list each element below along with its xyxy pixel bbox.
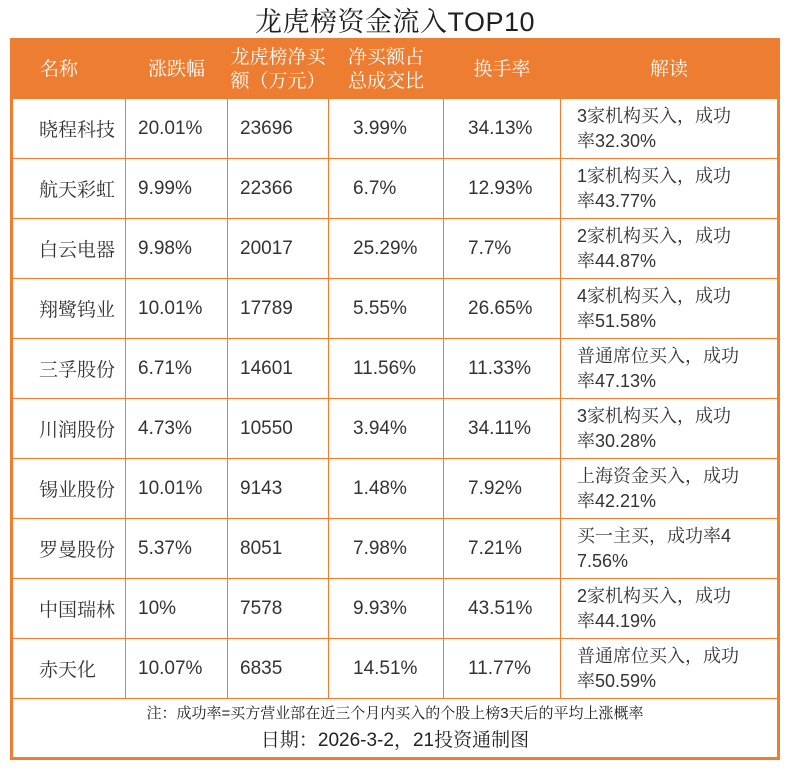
interpretation-cell: 1家机构买入，成功 率43.77% bbox=[560, 159, 777, 218]
stock-name-cell: 中国瑞林 bbox=[39, 600, 116, 621]
interpretation-cell: 2家机构买入，成功 率44.19% bbox=[560, 579, 777, 638]
net-buy-amount-cell: 7578 bbox=[227, 579, 328, 638]
table-row bbox=[13, 98, 777, 158]
column-header-ratio: 净买额占 总成交比 bbox=[328, 41, 443, 98]
change-percent-cell: 10.07% bbox=[125, 639, 227, 698]
table-row bbox=[13, 278, 777, 338]
net-buy-amount-cell: 10550 bbox=[227, 399, 328, 458]
table-row bbox=[13, 458, 777, 518]
turnover-rate-cell: 43.51% bbox=[443, 579, 560, 638]
change-percent-cell: 4.73% bbox=[125, 399, 227, 458]
change-percent-cell: 10.01% bbox=[125, 279, 227, 338]
column-header-change: 涨跌幅 bbox=[125, 41, 227, 98]
buy-ratio-cell: 5.55% bbox=[328, 279, 443, 338]
table-row bbox=[13, 398, 777, 458]
interpretation-cell: 2家机构买入，成功 率44.87% bbox=[560, 219, 777, 278]
turnover-rate-cell: 26.65% bbox=[443, 279, 560, 338]
interpretation-cell: 普通席位买入，成功 率47.13% bbox=[560, 339, 777, 398]
turnover-rate-cell: 11.77% bbox=[443, 639, 560, 698]
table-row bbox=[13, 338, 777, 398]
turnover-rate-cell: 7.21% bbox=[443, 519, 560, 578]
turnover-rate-cell: 34.11% bbox=[443, 399, 560, 458]
change-percent-cell: 20.01% bbox=[125, 99, 227, 158]
table-row bbox=[13, 638, 777, 698]
stock-name-cell: 锡业股份 bbox=[39, 480, 116, 501]
turnover-rate-cell: 11.33% bbox=[443, 339, 560, 398]
net-buy-amount-cell: 17789 bbox=[227, 279, 328, 338]
change-percent-cell: 10.01% bbox=[125, 459, 227, 518]
change-percent-cell: 6.71% bbox=[125, 339, 227, 398]
turnover-rate-cell: 12.93% bbox=[443, 159, 560, 218]
table-header-row bbox=[13, 41, 777, 98]
net-buy-amount-cell: 14601 bbox=[227, 339, 328, 398]
buy-ratio-cell: 3.99% bbox=[328, 99, 443, 158]
column-header-turnover: 换手率 bbox=[443, 41, 560, 98]
page-title: 龙虎榜资金流入TOP10 bbox=[254, 6, 536, 37]
buy-ratio-cell: 6.7% bbox=[328, 159, 443, 218]
stock-name-cell: 罗曼股份 bbox=[39, 540, 116, 561]
interpretation-cell: 上海资金买入，成功 率42.21% bbox=[560, 459, 777, 518]
change-percent-cell: 9.98% bbox=[125, 219, 227, 278]
change-percent-cell: 10% bbox=[125, 579, 227, 638]
change-percent-cell: 9.99% bbox=[125, 159, 227, 218]
interpretation-cell: 4家机构买入，成功 率51.58% bbox=[560, 279, 777, 338]
buy-ratio-cell: 7.98% bbox=[328, 519, 443, 578]
net-buy-amount-cell: 22366 bbox=[227, 159, 328, 218]
change-percent-cell: 5.37% bbox=[125, 519, 227, 578]
stock-name-cell: 赤天化 bbox=[39, 660, 97, 681]
turnover-rate-cell: 7.7% bbox=[443, 219, 560, 278]
table-row bbox=[13, 158, 777, 218]
interpretation-cell: 3家机构买入，成功 率32.30% bbox=[560, 99, 777, 158]
stock-name-cell: 晓程科技 bbox=[39, 120, 116, 141]
turnover-rate-cell: 34.13% bbox=[443, 99, 560, 158]
buy-ratio-cell: 1.48% bbox=[328, 459, 443, 518]
table-row bbox=[13, 218, 777, 278]
stock-name-cell: 三孚股份 bbox=[39, 360, 116, 381]
stock-name-cell: 航天彩虹 bbox=[39, 180, 116, 201]
column-header-net-buy: 龙虎榜净买 额（万元） bbox=[227, 41, 328, 98]
net-buy-amount-cell: 6835 bbox=[227, 639, 328, 698]
stock-name-cell: 白云电器 bbox=[39, 240, 116, 261]
net-buy-amount-cell: 23696 bbox=[227, 99, 328, 158]
net-buy-amount-cell: 9143 bbox=[227, 459, 328, 518]
buy-ratio-cell: 9.93% bbox=[328, 579, 443, 638]
column-header-interpretation: 解读 bbox=[560, 41, 777, 98]
footnote-text: 注：成功率=买方营业部在近三个月内买入的个股上榜3天后的平均上涨概率 bbox=[146, 704, 644, 722]
table-body bbox=[13, 98, 777, 698]
net-buy-amount-cell: 8051 bbox=[227, 519, 328, 578]
table-row bbox=[13, 578, 777, 638]
stock-name-cell: 翔鹭钨业 bbox=[39, 300, 116, 321]
interpretation-cell: 普通席位买入，成功 率50.59% bbox=[560, 639, 777, 698]
buy-ratio-cell: 14.51% bbox=[328, 639, 443, 698]
interpretation-cell: 3家机构买入，成功 率30.28% bbox=[560, 399, 777, 458]
buy-ratio-cell: 25.29% bbox=[328, 219, 443, 278]
stock-name-cell: 川润股份 bbox=[39, 420, 116, 441]
table-row bbox=[13, 518, 777, 578]
turnover-rate-cell: 7.92% bbox=[443, 459, 560, 518]
interpretation-cell: 买一主买，成功率4 7.56% bbox=[560, 519, 777, 578]
buy-ratio-cell: 3.94% bbox=[328, 399, 443, 458]
buy-ratio-cell: 11.56% bbox=[328, 339, 443, 398]
net-buy-amount-cell: 20017 bbox=[227, 219, 328, 278]
column-header-name: 名称 bbox=[40, 58, 79, 80]
table-footer bbox=[13, 698, 777, 756]
date-credit-text: 日期：2026-3-2，21投资通制图 bbox=[260, 729, 530, 751]
top10-table bbox=[10, 38, 780, 760]
